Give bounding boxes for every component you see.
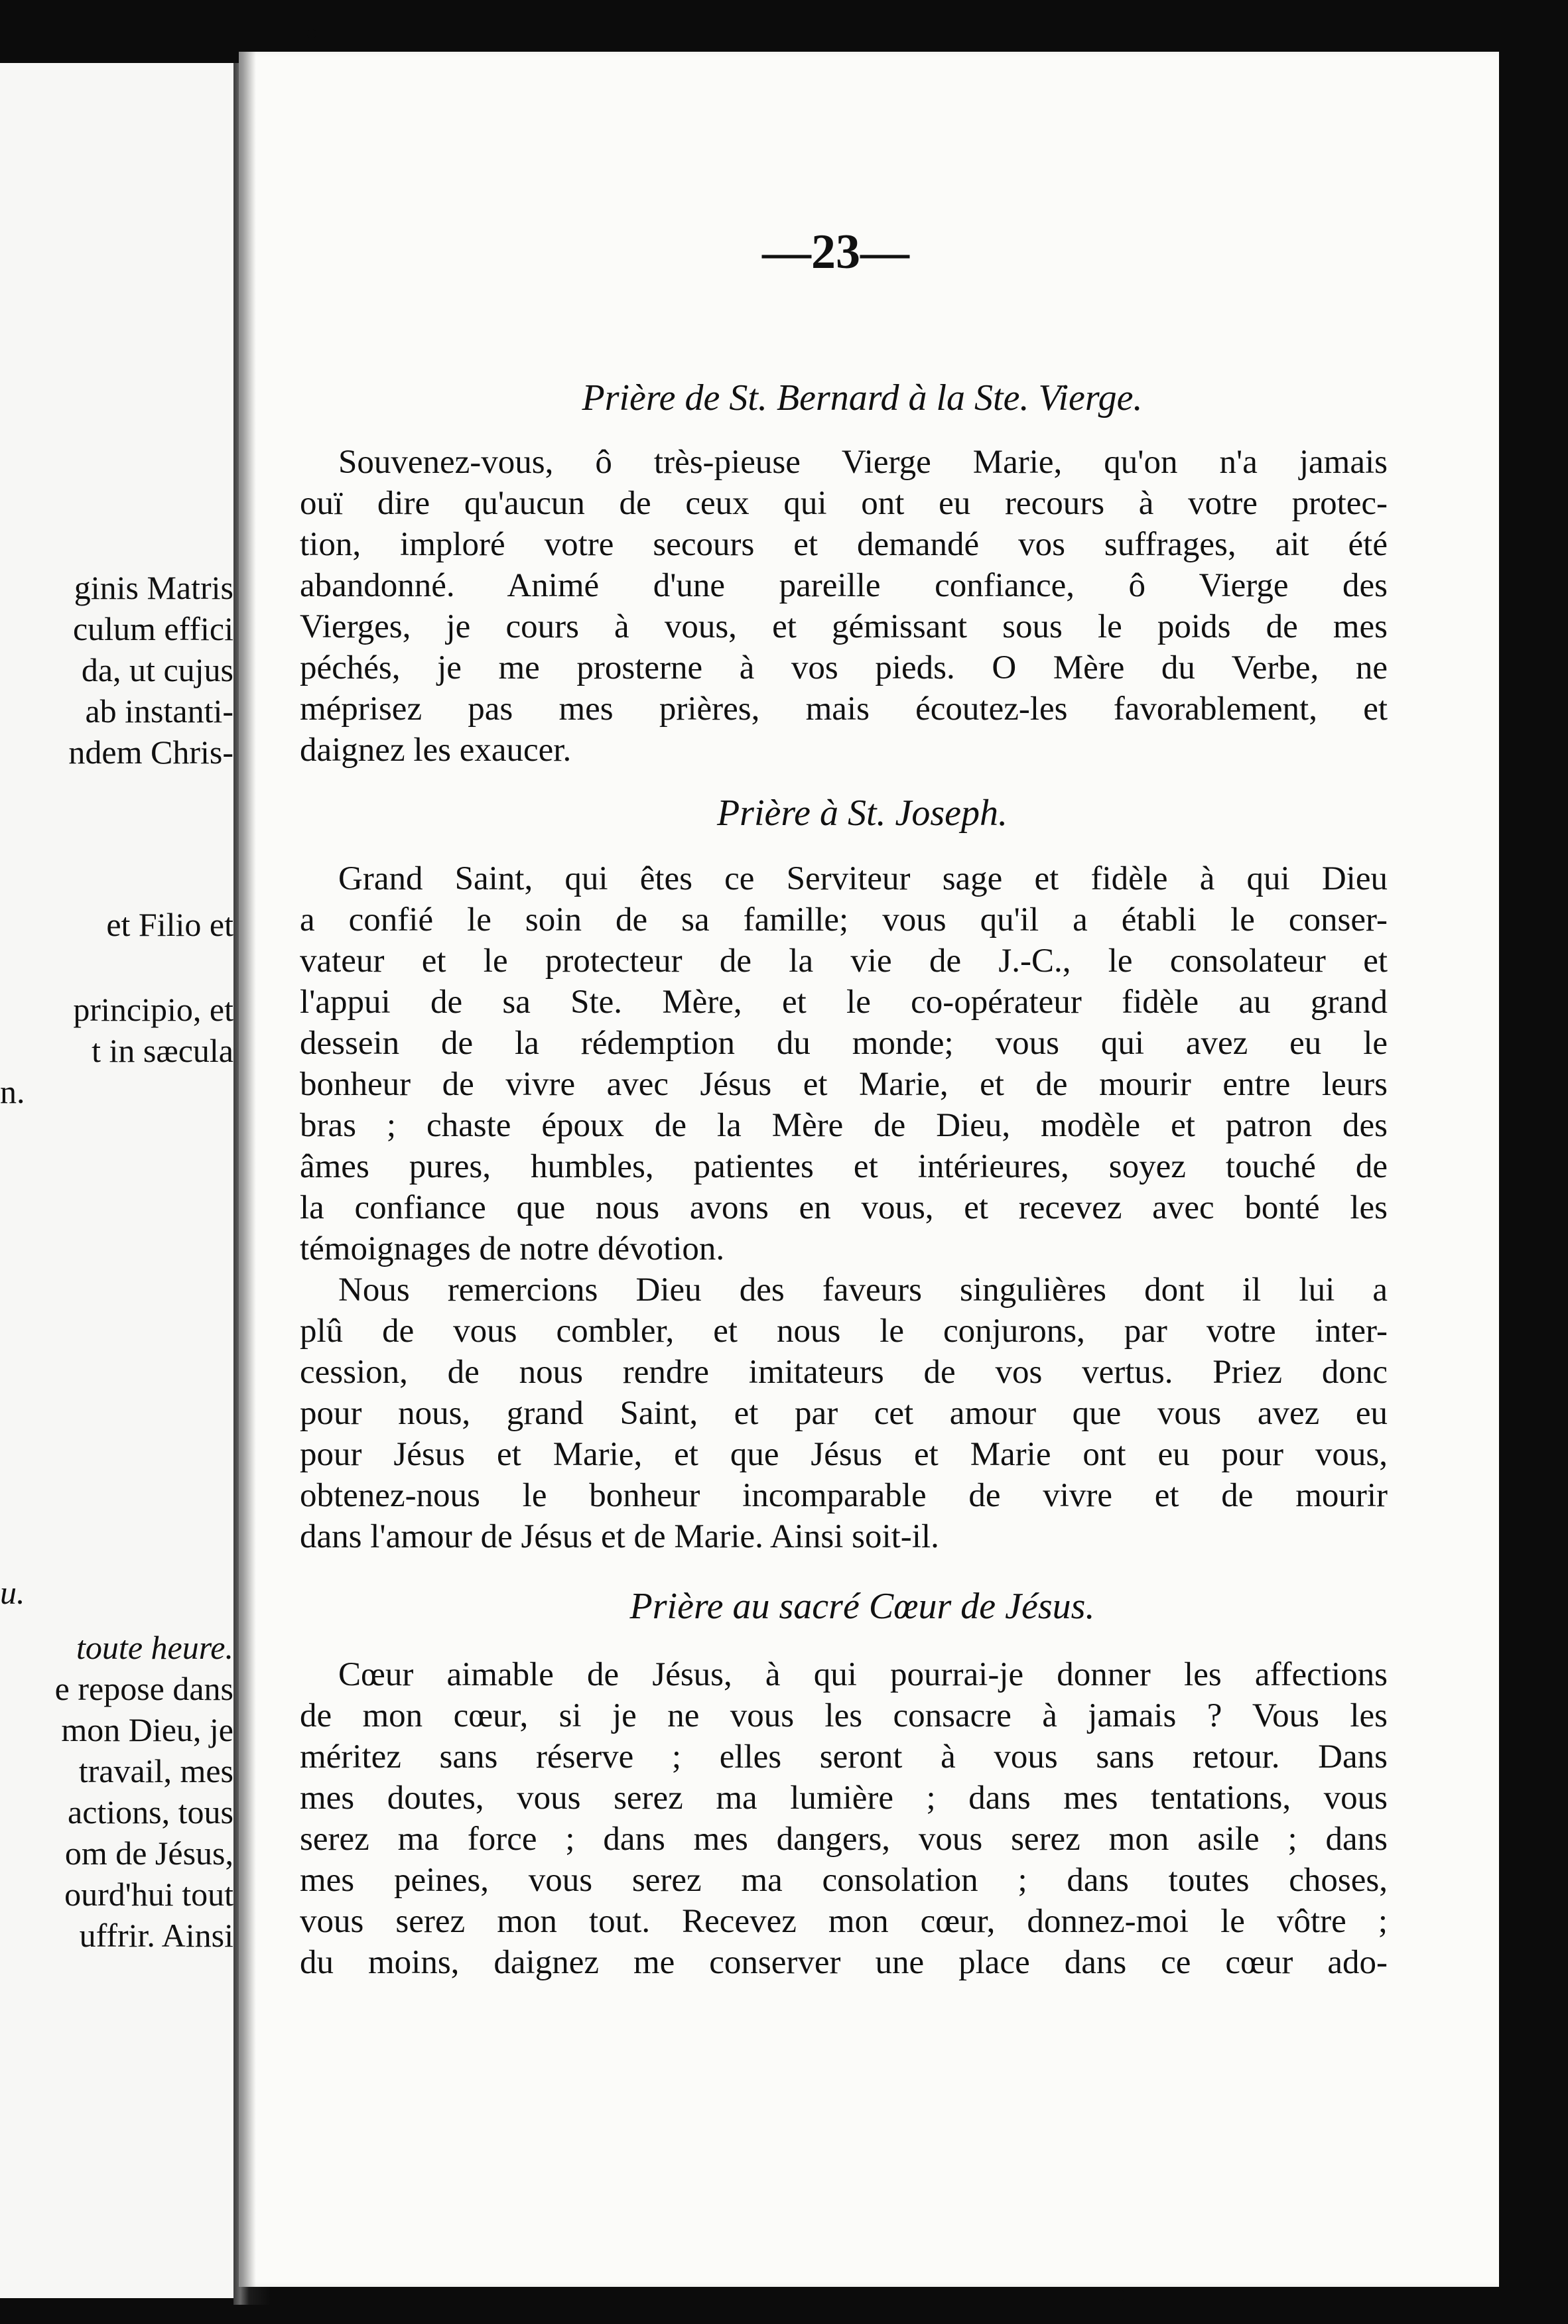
text-line: ouï dire qu'aucun de ceux qui ont eu recours à votre protec- — [300, 485, 1388, 522]
left-line: ndem Chris- — [68, 734, 233, 771]
text-line: âmes pures, humbles, patientes et intérieures, soyez touché de — [300, 1148, 1388, 1185]
text-line: a confié le soin de sa famille; vous qu'il a établi le conser- — [300, 901, 1388, 938]
left-line: om de Jésus, — [64, 1835, 233, 1872]
text-line: méprisez pas mes prières, mais écoutez-les favorablement, et — [300, 690, 1388, 728]
text-line: Vierges, je cours à vous, et gémissant sous le poids de mes — [300, 608, 1388, 645]
text-line: vous serez mon tout. Recevez mon cœur, donnez-moi le vôtre ; — [300, 1903, 1388, 1940]
text-line: bonheur de vivre avec Jésus et Marie, et de mourir entre leurs — [300, 1066, 1388, 1103]
page-edge-shadow — [239, 52, 256, 2287]
left-line: actions, tous — [68, 1793, 233, 1831]
page-number: —23— — [762, 225, 909, 279]
left-line: n. — [0, 1073, 25, 1110]
left-line: da, ut cujus — [81, 651, 233, 688]
scan-speck — [1118, 2290, 1124, 2301]
section-heading-sacre-coeur: Prière au sacré Cœur de Jésus. — [629, 1586, 1095, 1627]
text-line: vateur et le protecteur de la vie de J.-C., le consolateur et — [300, 942, 1388, 980]
left-line: uffrir. Ainsi — [79, 1917, 233, 1954]
text-line: Cœur aimable de Jésus, à qui pourrai-je donner les affections — [338, 1656, 1388, 1693]
text-line: cession, de nous rendre imitateurs de vos vertus. Priez donc — [300, 1354, 1388, 1391]
text-line: la confiance que nous avons en vous, et recevez avec bonté les — [300, 1189, 1388, 1226]
left-line: toute heure. — [76, 1629, 233, 1666]
text-line: de mon cœur, si je ne vous les consacre à jamais ? Vous les — [300, 1697, 1388, 1734]
text-line: péchés, je me prosterne à vos pieds. O Mère du Verbe, ne — [300, 649, 1388, 686]
left-line: ourd'hui tout — [64, 1876, 233, 1913]
section-heading-st-bernard: Prière de St. Bernard à la Ste. Vierge. — [582, 377, 1143, 419]
left-line: e repose dans — [54, 1670, 233, 1707]
text-line: serez ma force ; dans mes dangers, vous serez mon asile ; dans — [300, 1821, 1388, 1858]
left-line: principio, et — [73, 991, 233, 1028]
text-line: obtenez-nous le bonheur incomparable de vivre et de mourir — [300, 1477, 1388, 1514]
text-line: mes peines, vous serez ma consolation ; dans toutes choses, — [300, 1862, 1388, 1899]
text-line: Grand Saint, qui êtes ce Serviteur sage et fidèle à qui Dieu — [338, 860, 1388, 897]
left-line: mon Dieu, je — [61, 1711, 233, 1748]
text-line: plû de vous combler, et nous le conjurons, par votre inter- — [300, 1313, 1388, 1350]
left-line: ginis Matris — [74, 569, 233, 606]
text-line: bras ; chaste époux de la Mère de Dieu, modèle et patron des — [300, 1107, 1388, 1144]
text-line: Souvenez-vous, ô très-pieuse Vierge Marie, qu'on n'a jamais — [338, 444, 1388, 481]
left-line: u. — [0, 1574, 25, 1611]
left-line: culum effici — [72, 610, 233, 647]
text-line: abandonné. Animé d'une pareille confiance, ô Vierge des — [300, 567, 1388, 604]
scan-speck — [307, 29, 316, 38]
left-line: et Filio et — [106, 906, 233, 943]
text-line: pour nous, grand Saint, et par cet amour que vous avez eu — [300, 1395, 1388, 1432]
left-page-fragment — [0, 63, 233, 2298]
text-line: pour Jésus et Marie, et que Jésus et Marie ont eu pour vous, — [300, 1436, 1388, 1473]
text-line: témoignages de notre dévotion. — [300, 1230, 725, 1267]
text-line: l'appui de sa Ste. Mère, et le co-opérateur fidèle au grand — [300, 984, 1388, 1021]
text-line: tion, imploré votre secours et demandé vos suffrages, ait été — [300, 526, 1388, 563]
text-line: méritez sans réserve ; elles seront à vous sans retour. Dans — [300, 1738, 1388, 1775]
left-line: travail, mes — [78, 1752, 233, 1789]
left-line: ab instanti- — [85, 692, 233, 730]
text-line: daignez les exaucer. — [300, 732, 572, 769]
text-line: du moins, daignez me conserver une place dans ce cœur ado- — [300, 1944, 1388, 1981]
text-line: dessein de la rédemption du monde; vous qui avez eu le — [300, 1025, 1388, 1062]
left-line: t in sæcula — [92, 1032, 233, 1069]
section-heading-st-joseph: Prière à St. Joseph. — [716, 793, 1008, 834]
text-line: mes doutes, vous serez ma lumière ; dans mes tentations, vous — [300, 1779, 1388, 1817]
text-line: dans l'amour de Jésus et de Marie. Ainsi soit-il. — [300, 1518, 939, 1555]
text-line: Nous remercions Dieu des faveurs singulières dont il lui a — [338, 1271, 1388, 1309]
